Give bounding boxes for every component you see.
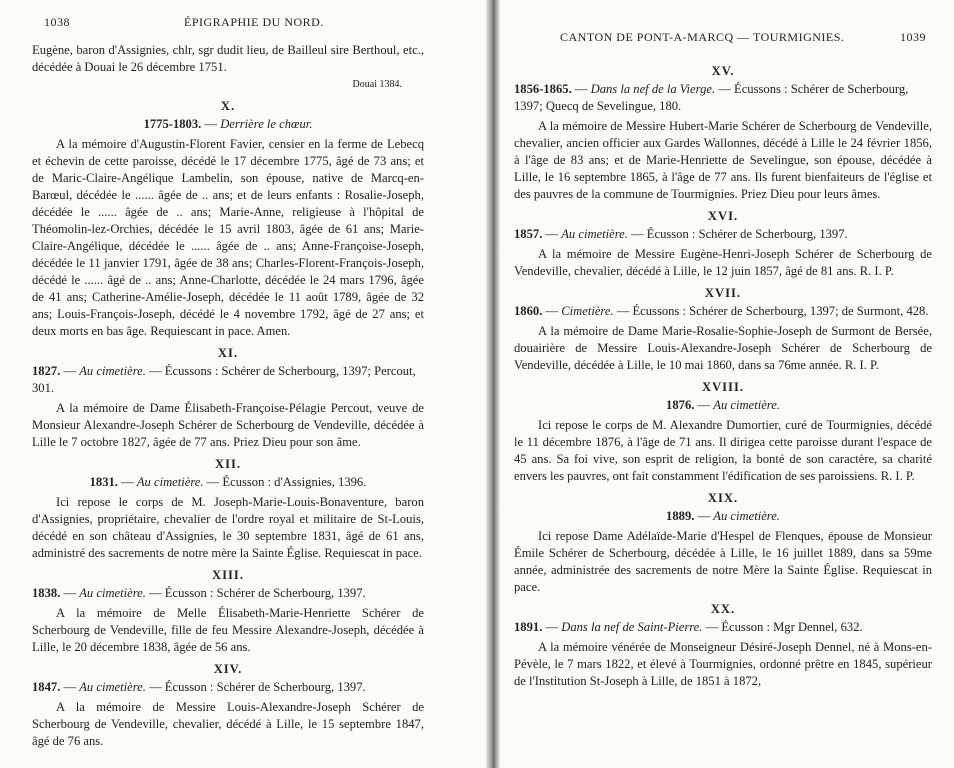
left-page-body xyxy=(32,42,424,750)
entry-location: Dans la nef de Saint-Pierre. xyxy=(561,620,703,634)
entry-text: A la mémoire de Melle Élisabeth-Marie-Henriette Schérer de Scherbourg de Vendeville, fille de feu Messire Alexandre-Joseph, décédée à Lille, le 20 décembre 1838, âgée de 56 ans. xyxy=(32,606,424,654)
entry-heading: 1827. — Au cimetière. — Écussons : Schérer de Scherbourg, 1397; Percout, 301. xyxy=(32,364,416,395)
right-page xyxy=(500,0,954,768)
entry-date: 1857. xyxy=(514,227,543,241)
entry-location: Au cimetière. xyxy=(79,680,146,694)
entry-heading: 1857. — Au cimetière. — Écusson : Schérer de Scherbourg, 1397. xyxy=(514,227,848,241)
entry-date: 1827. xyxy=(32,364,61,378)
entry-heading: 1891. — Dans la nef de Saint-Pierre. — Écusson : Mgr Dennel, 632. xyxy=(514,620,863,634)
right-page-number: 1039 xyxy=(900,30,926,44)
entry-date: 1838. xyxy=(32,586,61,600)
entry-arms: — Écusson : Schérer de Scherbourg, 1397. xyxy=(149,680,366,694)
entry-text: Ici repose Dame Adélaïde-Marie d'Hespel de Flenques, épouse de Monsieur Émile Schérer de Scherbourg, décédée à Lille, le 16 juillet 1889, dans sa 59me année, administrée des sacrements de notre Mère la Sainte Église. Requiescat in pace. xyxy=(514,529,932,594)
entry-text: A la mémoire d'Augustin-Florent Favier, censier en la ferme de Lebecq et échevin de cette paroisse, décédé le 17 décembre 1775, âgé de 73 ans; et de Maric-Claire-Angélique Lambelin, son épouse, native de Marcq-en-Barœul, décédée le ...... âgée de .. ans; et de leurs enfants : Rosalie-Joseph, décédée le ...... âgée de .. ans; Marie-Anne, religieuse à l'hôpital de Théomolin-lez-Orchies, décédée le 15 avril 1803, âgée de 61 ans; Marie-Claire-Angélique, décédée le ...... âgée de .. ans; Anne-Françoise-Joseph, décédée le 11 janvier 1791, âgée de 38 ans; Charles-Florent-François-Joseph, décédé le ...... âgé de .. ans; Anne-Charlotte, décédée le 24 mars 1796, âgée de 41 ans; Catherine-Amélie-Joseph, décédée le 11 août 1789, âgée de 32 ans; Louis-François-Joseph, décédé le 4 novembre 1792, âgé de 27 ans; et deux morts en bas âge. Requiescant in pace. Amen. xyxy=(32,137,424,338)
right-page-body xyxy=(514,58,932,690)
entry-heading: 1860. — Cimetière. — Écussons : Schérer de Scherbourg, 1397; de Surmont, 428. xyxy=(514,304,929,318)
entry-arms: — Écussons : Schérer de Scherbourg, 1397; de Surmont, 428. xyxy=(616,304,929,318)
entry-text: A la mémoire vénérée de Monseigneur Désiré-Joseph Dennel, né à Mons-en-Pévèle, le 7 mars 1822, et élevé à Tourmignies, ordonné prêtre en 1845, supérieur de l'Institution St-Joseph à Lille, de 1851 à 1872, xyxy=(514,640,932,688)
entry-numeral: XIII. xyxy=(212,568,244,582)
book-gutter xyxy=(486,0,500,768)
entry-date: 1831. xyxy=(89,475,118,489)
entry-date: 1847. xyxy=(32,680,61,694)
entry-location: Derrière le chœur. xyxy=(220,117,313,131)
entry-text: A la mémoire de Messire Hubert-Marie Schérer de Scherbourg de Vendeville, chevalier, ancien officier aux Gardes Wallonnes, décédé à Lille le 24 février 1856, à l'âge de 83 ans; et de Marie-Henriette de Sevelingue, son épouse, décédée à Lille, le 16 septembre 1865, à l'âge de 77 ans. Ils furent bienfaiteurs de l'église et des pauvres de la commune de Tourmignies. Priez Dieu pour leurs âmes. xyxy=(514,119,932,201)
entry-heading: 1775-1803. — Derrière le chœur. xyxy=(143,117,313,131)
left-page-number: 1038 xyxy=(44,15,70,29)
entry-numeral: XVII. xyxy=(704,286,742,300)
entry-location: Au cimetière. xyxy=(713,509,780,523)
continuation-text: Eugène, baron d'Assignies, chlr, sgr dudit lieu, de Bailleul sire Berthoul, etc., décédée à Douai le 26 décembre 1751. xyxy=(32,43,424,74)
entry-arms: — Écussons : Schérer de Scherbourg, 1397; Quecq de Sevelingue, 180. xyxy=(514,82,909,113)
entry-heading: 1831. — Au cimetière. — Écusson : d'Assignies, 1396. xyxy=(89,475,367,489)
entry-arms: — Écusson : Schérer de Scherbourg, 1397. xyxy=(149,586,366,600)
entry-arms: — Écusson : Mgr Dennel, 632. xyxy=(705,620,863,634)
entry-text: A la mémoire de Dame Marie-Rosalie-Sophie-Joseph de Surmont de Bersée, douairière de Messire Louis-Alexandre-Joseph Schérer de Scherbourg de Vendeville, décédée à Lille, le 10 mai 1860, dans sa 76me année. R. I. P. xyxy=(514,324,932,372)
entry-location: Cimetière. xyxy=(561,304,614,318)
entry-text: A la mémoire de Messire Eugène-Henri-Joseph Schérer de Scherbourg de Vendeville, chevalier, décédé à Lille, le 12 juin 1857, âgé de 81 ans. R. I. P. xyxy=(514,247,932,278)
entry-arms: — Écusson : d'Assignies, 1396. xyxy=(206,475,367,489)
continuation-source: Douai 1384. xyxy=(352,79,402,90)
entry-heading: 1889. — Au cimetière. xyxy=(666,509,780,523)
entry-numeral: X. xyxy=(220,99,236,113)
entry-location: Au cimetière. xyxy=(713,398,780,412)
entry-date: 1876. xyxy=(666,398,695,412)
entry-location: Au cimetière. xyxy=(136,475,204,489)
entry-text: Ici repose le corps de M. Joseph-Marie-Louis-Bonaventure, baron d'Assignies, propriétaire, chevalier de l'ordre royal et militaire de St-Louis, décédé en son château d'Assignies, le 30 septembre 1831, âgé de 61 ans, administré des sacrements de notre mère la Sainte Église. Requiescat in pace. xyxy=(32,495,424,560)
entry-location: Au cimetière. xyxy=(561,227,628,241)
entry-location: Au cimetière. xyxy=(79,586,146,600)
entry-heading: 1876. — Au cimetière. xyxy=(666,398,780,412)
entry-arms: — Écussons : Schérer de Scherbourg, 1397; Percout, 301. xyxy=(32,364,416,395)
entry-heading: 1856-1865. — Dans la nef de la Vierge. — Écussons : Schérer de Scherbourg, 1397; Quecq de Sevelingue, 180. xyxy=(514,82,909,113)
left-header-title: ÉPIGRAPHIE DU NORD. xyxy=(184,15,324,29)
entry-date: 1889. xyxy=(666,509,695,523)
entry-heading: 1847. — Au cimetière. — Écusson : Schérer de Scherbourg, 1397. xyxy=(32,680,366,694)
right-header-title: CANTON DE PONT-A-MARCQ — TOURMIGNIES. xyxy=(560,30,845,44)
entry-location: Dans la nef de la Vierge. xyxy=(590,82,716,96)
left-page-header xyxy=(44,15,444,30)
entry-numeral: XV. xyxy=(711,64,735,78)
entry-numeral: XI. xyxy=(217,346,239,360)
entry-numeral: XX. xyxy=(710,602,736,616)
entry-text: Ici repose le corps de M. Alexandre Dumortier, curé de Tourmignies, décédé le 11 décembre 1876, à l'âge de 71 ans. Il dirigea cette paroisse durant l'espace de 45 ans. Sa foi vive, son esprit de religion, la bonté de son caractère, sa charité envers les pauvres, ont fait constamment l'édification de ses paroissiens. R. I. P. xyxy=(514,418,932,483)
entry-heading: 1838. — Au cimetière. — Écusson : Schérer de Scherbourg, 1397. xyxy=(32,586,366,600)
entry-text: A la mémoire de Dame Élisabeth-Françoise-Pélagie Percout, veuve de Monsieur Alexandre-Joseph Schérer de Scherbourg de Vendeville, décédée à Lille le 7 octobre 1827, âgée de 77 ans. Priez Dieu pour son âme. xyxy=(32,401,424,449)
entry-arms: — Écusson : Schérer de Scherbourg, 1397. xyxy=(631,227,848,241)
entry-date: 1860. xyxy=(514,304,543,318)
entry-date: 1856-1865. xyxy=(514,82,572,96)
entry-date: 1775-1803. xyxy=(143,117,202,131)
entry-date: 1891. xyxy=(514,620,543,634)
entry-numeral: XIV. xyxy=(213,662,243,676)
entry-text: A la mémoire de Messire Louis-Alexandre-Joseph Schérer de Scherbourg de Vendeville, chevalier, décédé à Lille, le 15 septembre 1847, âgé de 76 ans. xyxy=(32,700,424,748)
entry-location: Au cimetière. xyxy=(79,364,146,378)
entry-numeral: XVIII. xyxy=(701,380,745,394)
entry-numeral: XIX. xyxy=(707,491,739,505)
entry-numeral: XII. xyxy=(214,457,242,471)
entry-numeral: XVI. xyxy=(707,209,739,223)
